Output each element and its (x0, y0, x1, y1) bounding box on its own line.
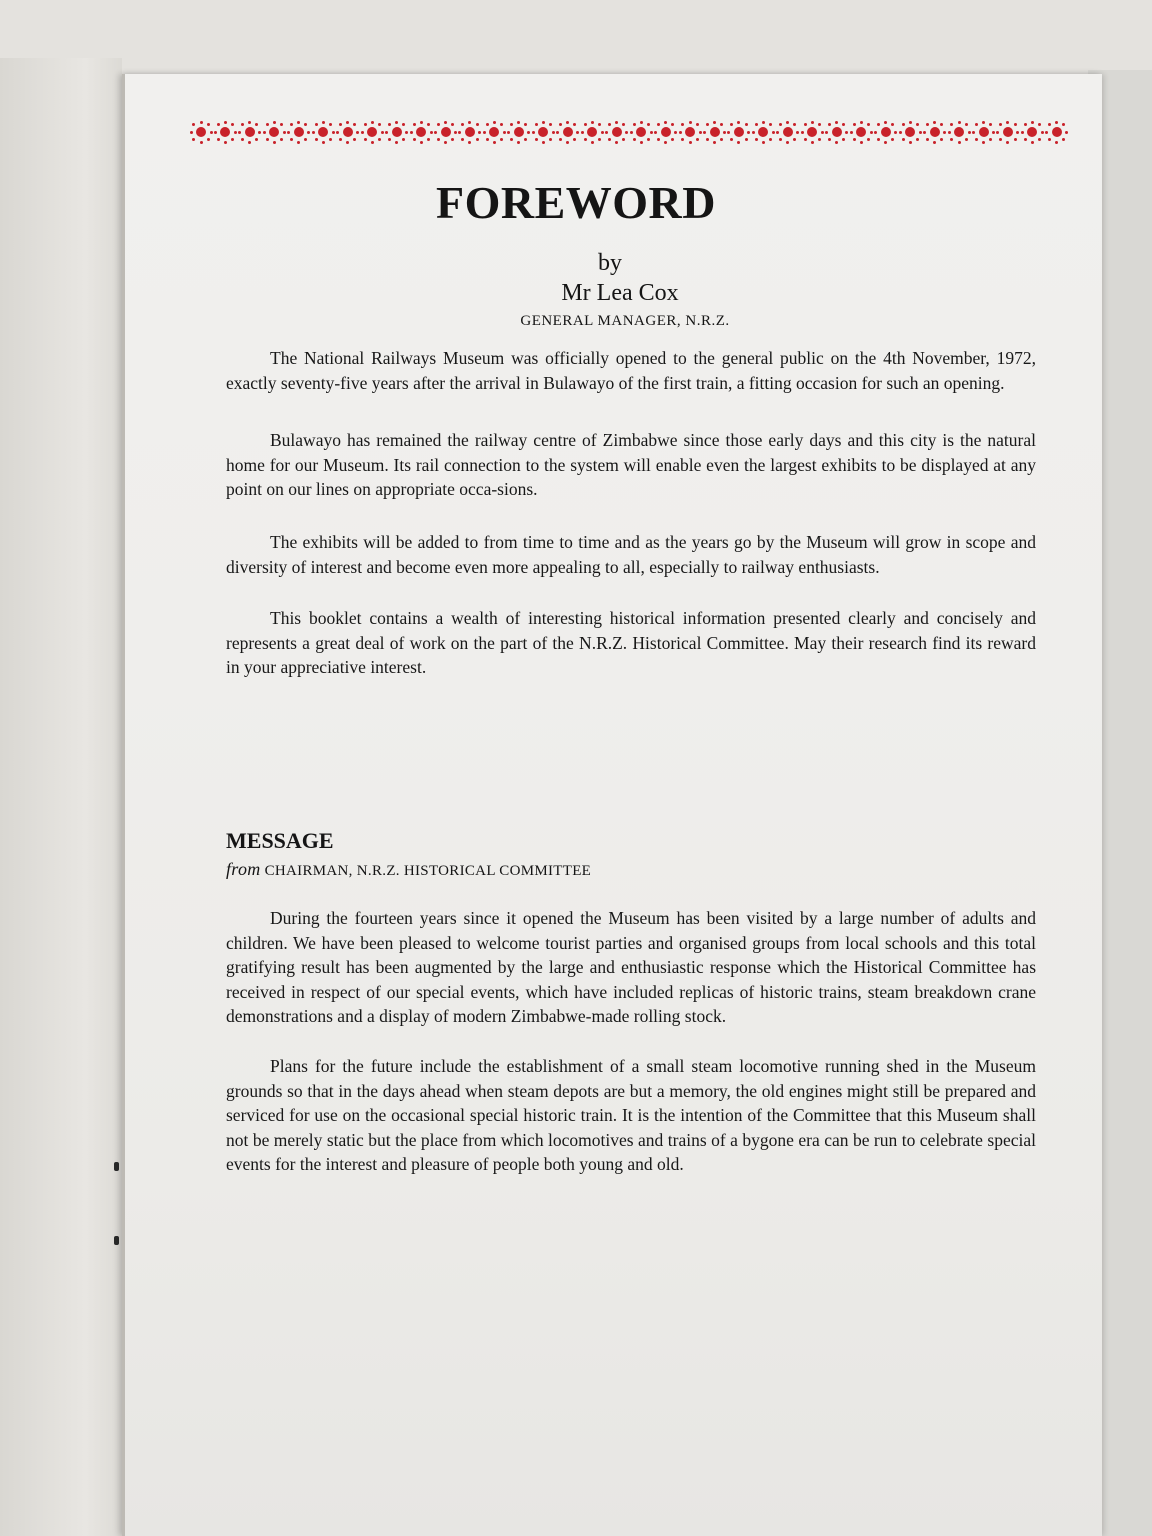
ornament-flower (849, 120, 873, 144)
ornament-flower (311, 120, 335, 144)
ornament-flower (678, 120, 702, 144)
ornament-flower (531, 120, 555, 144)
message-heading: MESSAGE (226, 828, 334, 853)
ornament-flower (238, 120, 262, 144)
message-from: from (226, 859, 261, 879)
ornament-flower (654, 120, 678, 144)
ornament-flower (800, 120, 824, 144)
ornament-flower (507, 120, 531, 144)
ornament-flower (336, 120, 360, 144)
author-role: GENERAL MANAGER, N.R.Z. (520, 313, 730, 329)
foreword-paragraph: The National Railways Museum was officially opened to the general public on the 4th November, 1972, exactly seventy-five years after the arrival in Bulawayo of the first train, a fitting occasion for such an opening. (226, 348, 1036, 393)
ornament-flower (1020, 120, 1044, 144)
ornament-flower (605, 120, 629, 144)
ornament-flower (409, 120, 433, 144)
foreword-paragraph: The exhibits will be added to from time to time and as the years go by the Museum will grow in scope and diversity of interest and become even more appealing to all, especially to railway enthusiasts. (226, 532, 1036, 577)
ornament-flower (776, 120, 800, 144)
ornament-flower (629, 120, 653, 144)
message-paragraph: Plans for the future include the establishment of a small steam locomotive running shed in the Museum grounds so that in the days ahead when steam depots are but a memory, the old engines might still be prepared and serviced for use on the occasional special historic train. It is the intention of the Committee that this Museum shall not be merely static but the place from which locomotives and trains of a bygone era can be run to celebrate special events for the interest and pleasure of people both young and old. (226, 1056, 1036, 1175)
ornament-flower (385, 120, 409, 144)
staple-hole (114, 1162, 119, 1171)
byline-by: by (598, 250, 622, 276)
ornament-flower (189, 120, 213, 144)
ornament-flower (972, 120, 996, 144)
foreword-paragraph: This booklet contains a wealth of interesting historical information presented clearly and concisely and represents a great deal of work on the part of the N.R.Z. Historical Committee. May their research find its reward in your appreciative interest. (226, 608, 1036, 678)
ornament-flower (262, 120, 286, 144)
ornament-flower (556, 120, 580, 144)
message-source (226, 859, 591, 880)
message-paragraph: During the fourteen years since it opened the Museum has been visited by a large number of adults and children. We have been pleased to welcome tourist parties and organised groups from local schools and this total gratifying result has been augmented by the large and enthusiastic response which the Historical Committee has received in respect of our special events, which have included replicas of historic trains, steam breakdown crane demonstrations and a display of modern Zimbabwe-made rolling stock. (226, 908, 1036, 1027)
ornament-flower (458, 120, 482, 144)
ornament-flower (825, 120, 849, 144)
ornament-flower (727, 120, 751, 144)
ornament-flower (751, 120, 775, 144)
staple-hole (114, 1236, 119, 1245)
page-title: FOREWORD (436, 177, 716, 228)
ornament-flower (213, 120, 237, 144)
ornament-flower (287, 120, 311, 144)
ornament-flower (1045, 120, 1069, 144)
ornament-flower (874, 120, 898, 144)
ornament-flower (580, 120, 604, 144)
ornament-flower (360, 120, 384, 144)
author-name: Mr Lea Cox (561, 280, 679, 306)
decorative-border (189, 119, 1069, 145)
ornament-flower (703, 120, 727, 144)
ornament-flower (434, 120, 458, 144)
foreword-paragraph: Bulawayo has remained the railway centre of Zimbabwe since those early days and this city is the natural home for our Museum. Its rail connection to the system will enable even the largest exhibits to be displayed at any point on our lines on appropriate occa-sions. (226, 430, 1036, 500)
ornament-flower (947, 120, 971, 144)
ornament-flower (923, 120, 947, 144)
ornament-flower (996, 120, 1020, 144)
ornament-flower (898, 120, 922, 144)
message-source-name: CHAIRMAN, N.R.Z. HISTORICAL COMMITTEE (264, 863, 592, 879)
ornament-flower (482, 120, 506, 144)
